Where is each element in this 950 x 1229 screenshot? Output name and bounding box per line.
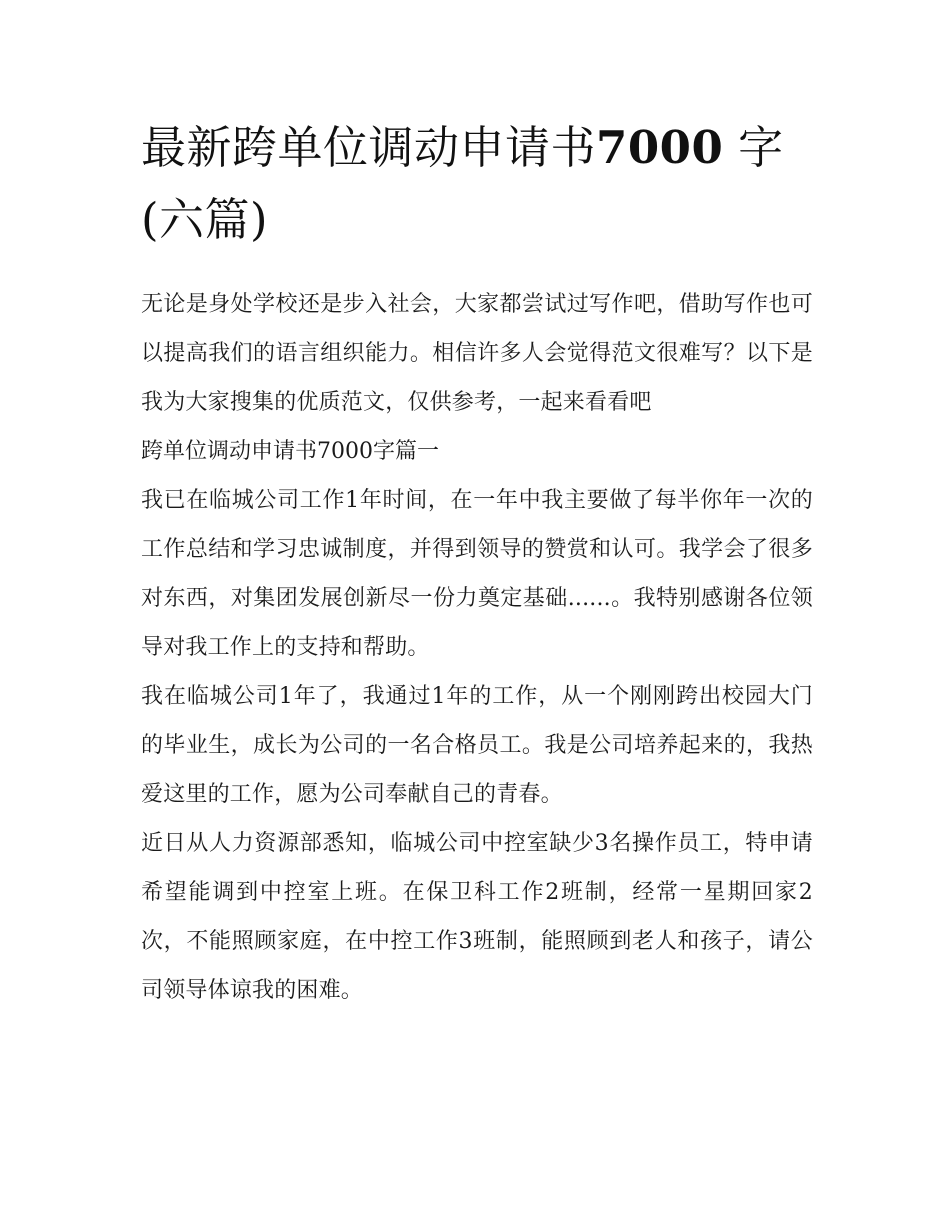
document-body: [141, 280, 813, 1015]
body-paragraph-3: 近日从人力资源部悉知，临城公司中控室缺少3名操作员工，特申请希望能调到中控室上班。在保卫科工作2班制，经常一星期回家2次，不能照顾家庭，在中控工作3班制，能照顾到老人和孩子，请公司领导体谅我的困难。: [141, 831, 813, 1003]
document-title: [141, 112, 813, 256]
document-content: [141, 112, 813, 1015]
body-paragraph-2: 我在临城公司1年了，我通过1年的工作，从一个刚刚跨出校园大门的毕业生，成长为公司的一名合格员工。我是公司培养起来的，我热爱这里的工作，愿为公司奉献自己的青春。: [141, 684, 813, 807]
section-heading: 跨单位调动申请书7000字篇一: [141, 439, 439, 464]
title-text: 最新跨单位调动申请书: [141, 121, 597, 174]
intro-paragraph: 无论是身处学校还是步入社会，大家都尝试过写作吧，借助写作也可以提高我们的语言组织能力。相信许多人会觉得范文很难写？以下是我为大家搜集的优质范文，仅供参考，一起来看看吧: [141, 292, 813, 415]
title-suffix: 字: [738, 121, 784, 174]
body-paragraph-1: 我已在临城公司工作1年时间，在一年中我主要做了每半你年一次的工作总结和学习忠诚制度，并得到领导的赞赏和认可。我学会了很多对东西，对集团发展创新尽一份力奠定基础......。我特别感谢各位领导对我工作上的支持和帮助。: [141, 488, 813, 660]
title-number: 7000: [596, 121, 724, 174]
title-subtitle: (六篇): [141, 193, 269, 246]
